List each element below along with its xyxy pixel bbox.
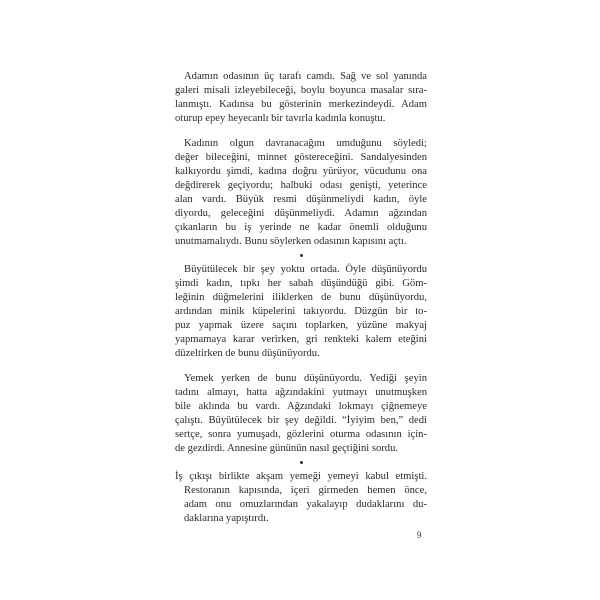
page-number: 9: [417, 530, 422, 540]
text-line: Restoranın kapısında, içeri girmeden hemen önce,: [184, 485, 427, 496]
text-line: daklarına yapıştırdı.: [184, 513, 269, 524]
paragraph-gap: [175, 126, 427, 137]
section-separator: [175, 456, 427, 470]
text-line: diyordu, geleceğini düşünmeliydi. Adamın ağzından: [175, 208, 427, 219]
text-line: düzeltirken de bunu düşünüyordu.: [175, 348, 320, 359]
text-line: bile aklında bu vardı. Ağzındaki lokmayı çiğnemeye: [175, 401, 427, 412]
text-line: değdirerek geçiyordu; halbuki odası genişti, yeterince: [175, 180, 427, 191]
text-line: adam onu omuzlarından yakalayıp dudaklarını du-: [184, 499, 427, 510]
text-line: Yemek yerken de bunu düşünüyordu. Yediği şeyin: [184, 373, 427, 384]
text-line: şimdi kadın, tıpkı her sabah düşündüğü gibi. Göm-: [175, 278, 427, 289]
section-separator: [175, 249, 427, 263]
paragraph-4: [175, 372, 427, 456]
paragraph-2: [175, 137, 427, 249]
bullet-icon: [300, 461, 303, 464]
text-line: oturup epey heyecanlı bir tavırla kadınla konuştu.: [175, 113, 386, 124]
text-line: Adamın odasının üç tarafı camdı. Sağ ve sol yanında: [184, 71, 427, 82]
text-line: Kadının olgun davranacağını umduğunu söyledi;: [184, 138, 427, 149]
text-line: kalkıyordu şimdi, kadına doğru yürüyor, vücudunu ona: [175, 166, 427, 177]
text-line: alan vardı. Büyük resmi düşünmeliydi kadın, öyle: [175, 194, 427, 205]
text-line: çalıştı. Büyütülecek bir şey değildi. “İyiyim ben,” dedi: [175, 415, 427, 426]
paragraph-5: [175, 470, 427, 526]
text-line: yapmamaya karar verirken, gri renkteki kalem eteğini: [175, 334, 427, 345]
text-line: lanmıştı. Kadınsa bu gösterinin merkezindeydi. Adam: [175, 99, 427, 110]
text-line: unutmamalıydı. Bunu söylerken odasının kapısını açtı.: [175, 236, 407, 247]
text-line: çıkanların bu iş yerinde ne kadar önemli olduğunu: [175, 222, 427, 233]
paragraph-gap: [175, 361, 427, 372]
text-line: leğinin düğmelerini iliklerken de bunu düşünüyordu,: [175, 292, 427, 303]
body-text: [175, 70, 427, 526]
text-line: galeri misali izleyebileceği, boylu boyunca masalar sıra-: [175, 85, 427, 96]
text-line: de gezdirdi. Annesine gününün nasıl geçtiğini sordu.: [175, 443, 399, 454]
text-line: değer bileceğini, minnet göstereceğini. Sandalyesinden: [175, 152, 427, 163]
text-line: tadını almayı, hatta ağzındakini yutmayı unutmuşken: [175, 387, 427, 398]
text-line: ardından minik küpelerini takıyordu. Düzgün bir to-: [175, 306, 427, 317]
text-line: Büyütülecek bir şey yoktu ortada. Öyle düşünüyordu: [184, 264, 427, 275]
text-line: puz yapmak üzere saçını toplarken, yüzüne makyaj: [175, 320, 427, 331]
text-line: sertçe, sonra yumuşadı, gözlerini oturma odasının için-: [175, 429, 427, 440]
paragraph-1: [175, 70, 427, 126]
text-line: İş çıkışı birlikte akşam yemeği yemeyi kabul etmişti.: [175, 471, 427, 482]
paragraph-3: [175, 263, 427, 361]
bullet-icon: [300, 254, 303, 257]
